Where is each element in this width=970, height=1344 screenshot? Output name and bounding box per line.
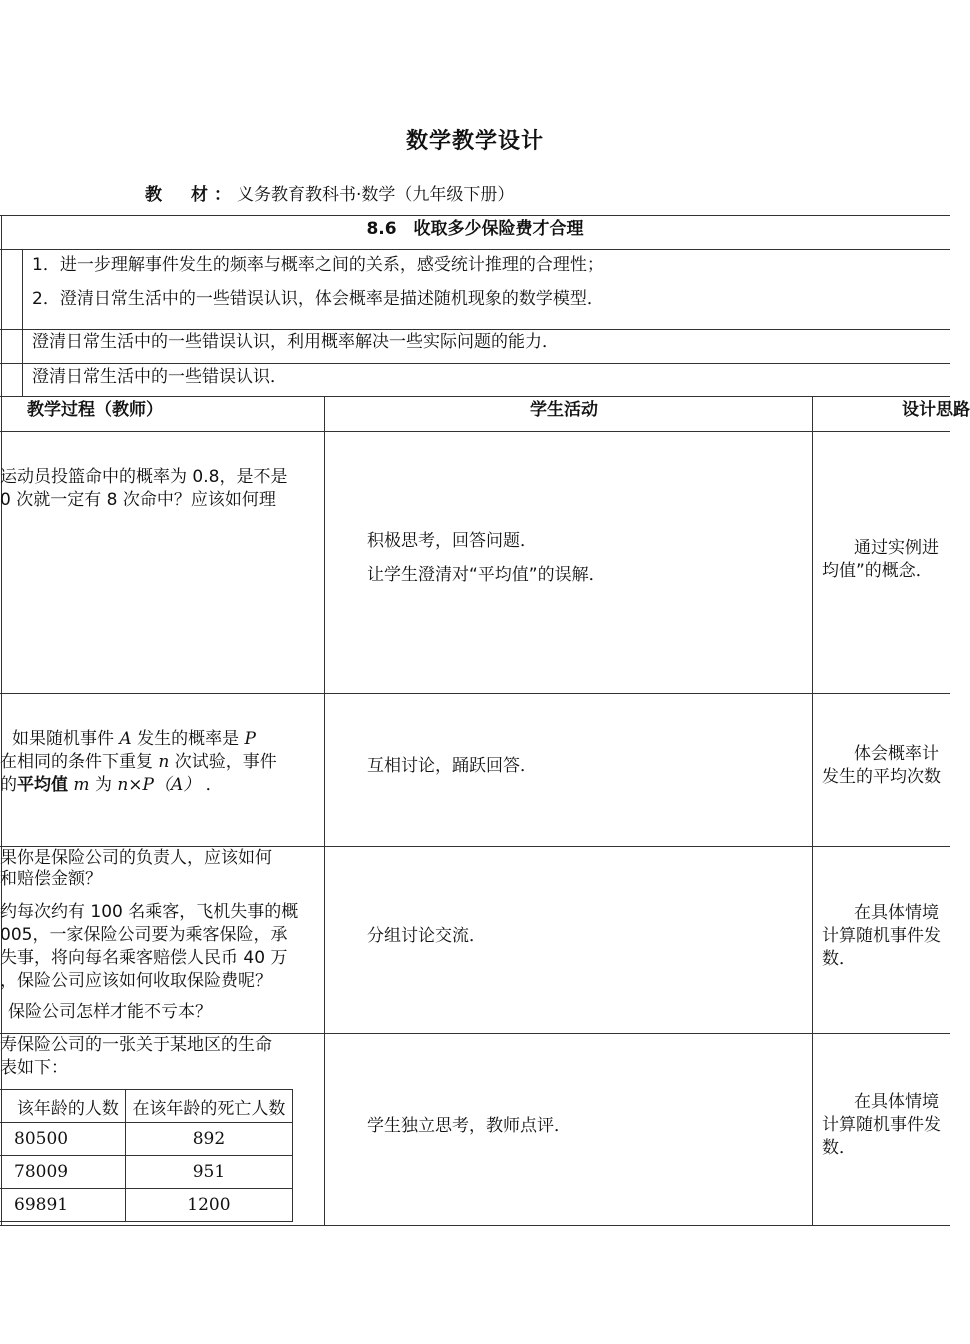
row4-design-cell [813,1034,950,1224]
column-header-design-cell [813,396,970,430]
goal-2: 2．澄清日常生活中的一些错误认识，体会概率是描述随机现象的数学模型． [32,289,604,309]
life-table-deaths: 951 [125,1156,292,1189]
row4-teacher-cell [0,1034,323,1224]
row4-teacher-line1: 寿保险公司的一张关于某地区的生命 [0,1035,272,1055]
row2-design-line1: 体会概率计 [854,744,939,764]
row3-student-line1: 分组讨论交流． [367,926,486,946]
life-table [0,1089,293,1222]
row4-design-line3: 数． [822,1138,856,1158]
row3-teacher-line5: 失事，将向每名乘客赔偿人民币 40 万 [0,948,288,968]
material-value: 义务教育教科书·数学（九年级下册） [237,185,515,205]
life-table-deaths: 892 [125,1123,292,1156]
life-table-header-row [0,1090,293,1123]
column-header-teacher: 教学过程（教师） [27,400,163,420]
textbook-info [145,180,514,205]
row4-design-line1: 在具体情境 [854,1092,939,1112]
difficulty: 澄清日常生活中的一些错误认识． [32,367,287,387]
row3-design-line1: 在具体情境 [854,903,939,923]
row1-design-cell [813,432,950,692]
life-table-count: 78009 [0,1156,125,1189]
row2-teacher-line3: 的平均值 m 为 n×P（A） ． [0,775,223,795]
goal-1: 1．进一步理解事件发生的频率与概率之间的关系，感受统计推理的合理性； [32,255,604,275]
row1-design-line2: 均值”的概念． [822,561,933,581]
life-table-header-deaths: 在该年龄的死亡人数 [125,1090,292,1123]
row4-design-line2: 计算随机事件发 [822,1115,941,1135]
row3-teacher-line4: 005，一家保险公司要为乘客保险，承 [0,925,288,945]
row1-teacher-line2: 0 次就一定有 8 次命中？应该如何理 [0,490,276,510]
row1-teacher-line1: 运动员投篮命中的概率为 0.8，是不是 [0,467,288,487]
row1-student-line2: 让学生澄清对“平均值”的误解． [367,565,606,585]
row2-teacher-line1: 如果随机事件 A 发生的概率是 P [12,729,256,749]
table-row [0,1123,293,1156]
row3-teacher-cell [0,847,323,1032]
row1-design-line1: 通过实例进 [854,538,939,558]
row1-student-line1: 积极思考，回答问题． [367,531,537,551]
table-row [0,1189,293,1222]
life-table-deaths: 1200 [125,1189,292,1222]
row4-teacher-line2: 表如下： [0,1058,68,1078]
life-table-count: 80500 [0,1123,125,1156]
row3-design-line3: 数． [822,949,856,969]
row3-teacher-line1: 果你是保险公司的负责人，应该如何 [0,848,272,868]
row2-design-line2: 发生的平均次数 [822,767,941,787]
row3-teacher-line2: 和赔偿金额？ [0,869,102,889]
row3-teacher-line6: ，保险公司应该如何收取保险费呢？ [0,971,272,991]
row2-teacher-cell [0,694,323,845]
lesson-title: 8.6 收取多少保险费才合理 [366,219,584,239]
column-header-design: 设计思路 [902,400,970,420]
row3-teacher-line3: 约每次约有 100 名乘客，飞机失事的概 [0,902,299,922]
column-header-student: 学生活动 [530,400,598,420]
row3-design-cell [813,847,950,1032]
document-title: 数学教学设计 [405,129,544,154]
row2-student-line1: 互相讨论，踊跃回答． [367,756,537,776]
row2-design-cell [813,694,950,845]
table-row [0,1156,293,1189]
life-table-count: 69891 [0,1189,125,1222]
row3-design-line2: 计算随机事件发 [822,926,941,946]
material-label: 教 材： [145,185,237,205]
life-table-header-count: 该年龄的人数 [0,1090,125,1123]
row1-teacher-cell [0,432,323,692]
row3-teacher-line7: 保险公司怎样才能不亏本？ [8,1002,212,1022]
key-point: 澄清日常生活中的一些错误认识，利用概率解决一些实际问题的能力． [32,332,559,352]
row4-student-line1: 学生独立思考，教师点评． [367,1116,571,1136]
row2-teacher-line2: 在相同的条件下重复 n 次试验，事件 [0,752,277,772]
